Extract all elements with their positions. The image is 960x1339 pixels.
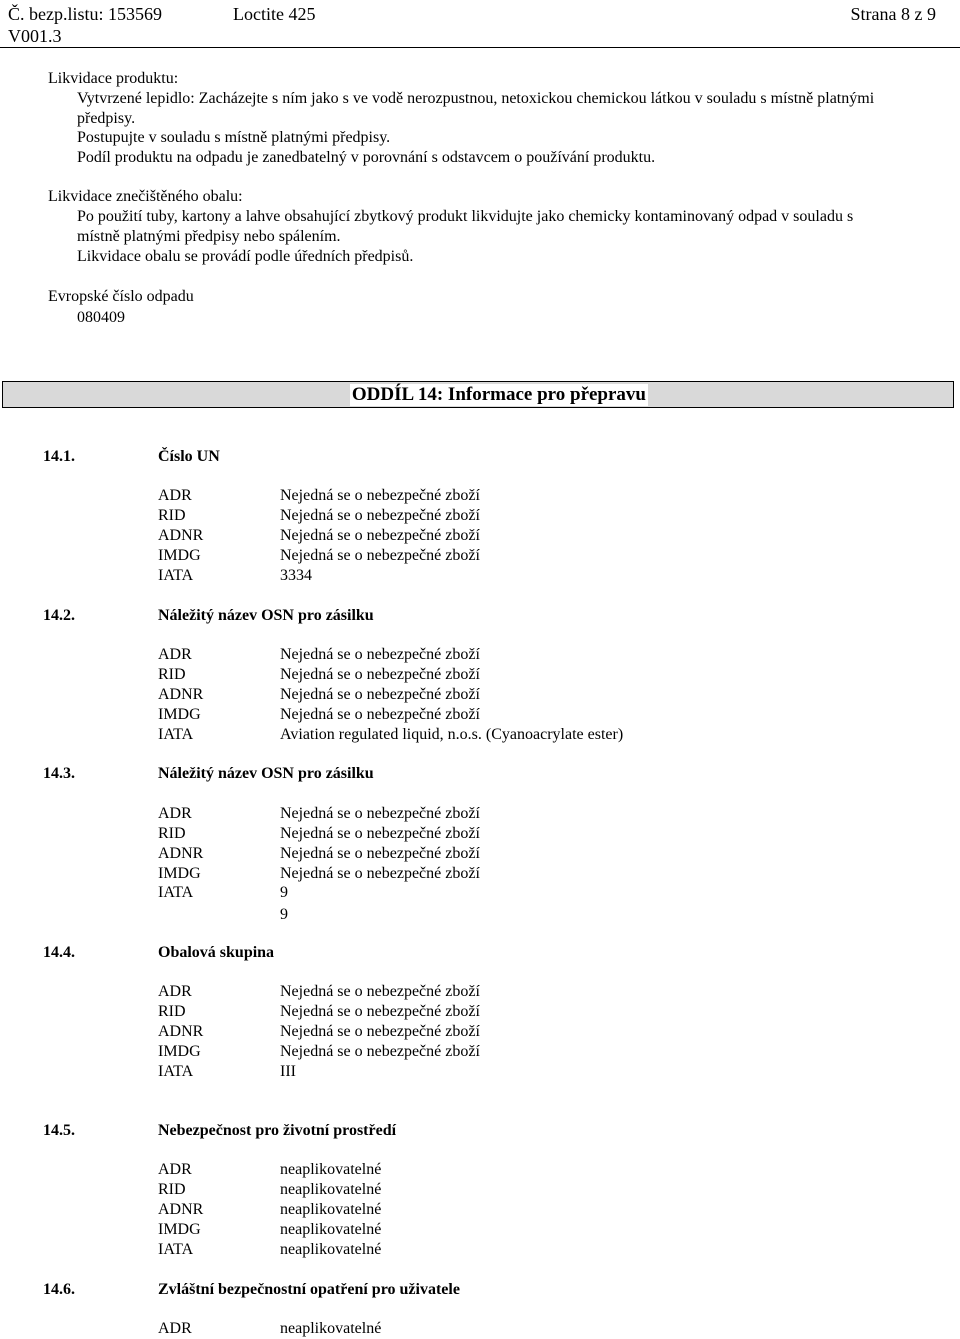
product-disposal-line: Vytvrzené lepidlo: Zacházejte s ním jako s ve vodě nerozpustnou, netoxickou chemickou látkou v souladu s místně platnými (77, 90, 875, 107)
subsection-number: 14.5. (43, 1122, 75, 1139)
transport-value: Nejedná se o nebezpečné zboží (280, 1023, 480, 1040)
transport-mode: RID (158, 1181, 186, 1198)
subsection-number: 14.3. (43, 765, 75, 782)
subsection-number: 14.4. (43, 944, 75, 961)
product-disposal-line: předpisy. (77, 110, 136, 127)
transport-mode: ADNR (158, 1023, 204, 1040)
header-rule (0, 47, 960, 48)
packaging-disposal-line: Po použití tuby, kartony a lahve obsahující zbytkový produkt likvidujte jako chemicky kontaminovaný odpad v souladu s (77, 208, 854, 225)
packaging-disposal-line: místně platnými předpisy nebo spálením. (77, 228, 341, 245)
transport-mode: ADR (158, 487, 192, 504)
transport-value: neaplikovatelné (280, 1320, 382, 1337)
transport-value: neaplikovatelné (280, 1161, 382, 1178)
transport-mode: IATA (158, 884, 194, 901)
transport-mode: ADR (158, 1320, 192, 1337)
waste-code-value: 080409 (77, 309, 125, 326)
transport-mode: ADNR (158, 845, 204, 862)
transport-mode: RID (158, 666, 186, 683)
transport-value: Nejedná se o nebezpečné zboží (280, 805, 480, 822)
transport-value: Nejedná se o nebezpečné zboží (280, 487, 480, 504)
subsection-title: Zvláštní bezpečnostní opatření pro uživatele (158, 1281, 460, 1298)
transport-value: Nejedná se o nebezpečné zboží (280, 507, 480, 524)
transport-value: neaplikovatelné (280, 1241, 382, 1258)
transport-value: Nejedná se o nebezpečné zboží (280, 527, 480, 544)
subsection-number: 14.6. (43, 1281, 75, 1298)
transport-value: Nejedná se o nebezpečné zboží (280, 983, 480, 1000)
transport-value: Nejedná se o nebezpečné zboží (280, 1003, 480, 1020)
transport-value: 3334 (280, 567, 312, 584)
transport-mode: ADR (158, 805, 192, 822)
transport-value-extra: 9 (280, 906, 288, 923)
product-disposal-line: Podíl produktu na odpadu je zanedbatelný v porovnání s odstavcem o používání produktu. (77, 149, 656, 166)
transport-value: Nejedná se o nebezpečné zboží (280, 845, 480, 862)
transport-value: neaplikovatelné (280, 1221, 382, 1238)
transport-value: 9 (280, 884, 288, 901)
transport-mode: ADR (158, 983, 192, 1000)
transport-mode: IMDG (158, 1221, 201, 1238)
sheet-number: Č. bezp.listu: 153569 (8, 4, 162, 24)
transport-value: Aviation regulated liquid, n.o.s. (Cyanoacrylate ester) (280, 726, 624, 743)
transport-value: III (280, 1063, 296, 1080)
subsection-title: Náležitý název OSN pro zásilku (158, 607, 374, 624)
version: V001.3 (8, 26, 62, 46)
waste-code-label: Evropské číslo odpadu (48, 288, 194, 305)
transport-value: Nejedná se o nebezpečné zboží (280, 686, 480, 703)
transport-mode: IATA (158, 1241, 194, 1258)
packaging-disposal-label: Likvidace znečištěného obalu: (48, 188, 243, 205)
transport-mode: RID (158, 1003, 186, 1020)
transport-value: Nejedná se o nebezpečné zboží (280, 1043, 480, 1060)
transport-mode: ADNR (158, 1201, 204, 1218)
subsection-title: Číslo UN (158, 448, 220, 465)
transport-mode: IMDG (158, 706, 201, 723)
transport-mode: ADR (158, 646, 192, 663)
transport-value: Nejedná se o nebezpečné zboží (280, 865, 480, 882)
transport-value: Nejedná se o nebezpečné zboží (280, 547, 480, 564)
transport-mode: ADNR (158, 686, 204, 703)
transport-mode: IATA (158, 567, 194, 584)
transport-mode: RID (158, 825, 186, 842)
transport-mode: ADR (158, 1161, 192, 1178)
product-disposal-label: Likvidace produktu: (48, 70, 179, 87)
subsection-title: Náležitý název OSN pro zásilku (158, 765, 374, 782)
transport-value: Nejedná se o nebezpečné zboží (280, 706, 480, 723)
subsection-number: 14.2. (43, 607, 75, 624)
transport-value: neaplikovatelné (280, 1181, 382, 1198)
transport-value: Nejedná se o nebezpečné zboží (280, 646, 480, 663)
transport-mode: IATA (158, 726, 194, 743)
transport-mode: IMDG (158, 865, 201, 882)
transport-mode: IATA (158, 1063, 194, 1080)
transport-value: neaplikovatelné (280, 1201, 382, 1218)
transport-mode: IMDG (158, 1043, 201, 1060)
transport-value: Nejedná se o nebezpečné zboží (280, 825, 480, 842)
section-title: ODDÍL 14: Informace pro přepravu (351, 384, 646, 405)
packaging-disposal-line: Likvidace obalu se provádí podle úředních předpisů. (77, 248, 414, 265)
transport-mode: IMDG (158, 547, 201, 564)
subsection-title: Obalová skupina (158, 944, 275, 961)
page-number: Strana 8 z 9 (850, 4, 936, 24)
subsection-number: 14.1. (43, 448, 75, 465)
subsection-title: Nebezpečnost pro životní prostředí (158, 1122, 397, 1139)
transport-value: Nejedná se o nebezpečné zboží (280, 666, 480, 683)
transport-mode: RID (158, 507, 186, 524)
product-disposal-line: Postupujte v souladu s místně platnými předpisy. (77, 129, 391, 146)
product-name: Loctite 425 (233, 4, 316, 24)
transport-mode: ADNR (158, 527, 204, 544)
